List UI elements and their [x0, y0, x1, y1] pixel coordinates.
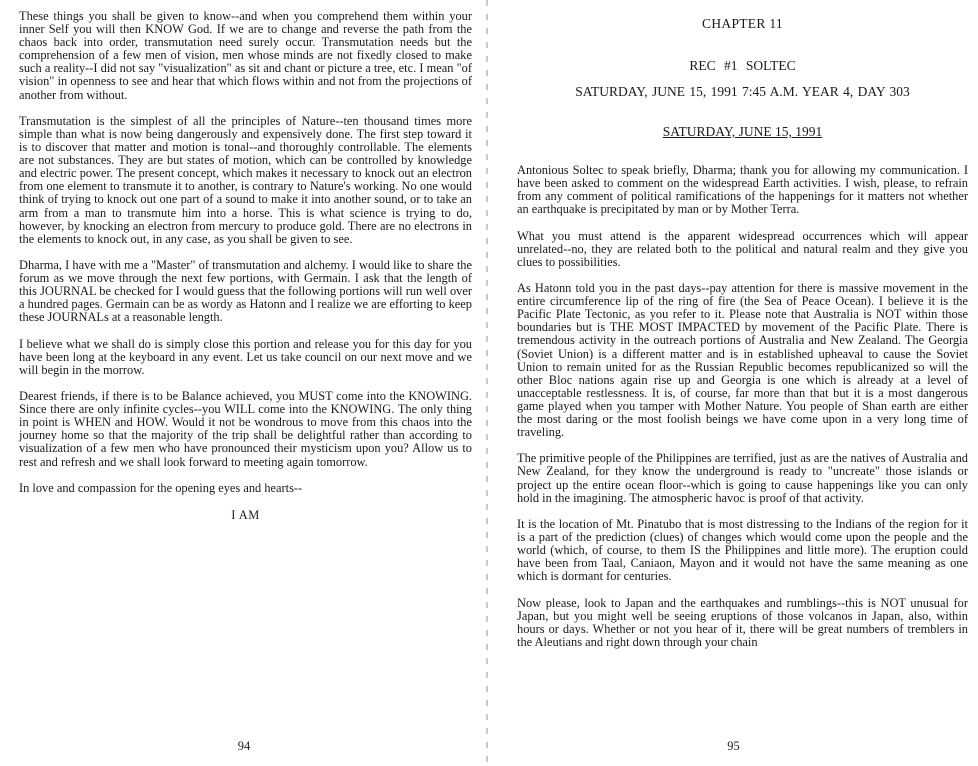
rec-heading: REC #1 SOLTEC	[689, 58, 796, 73]
paragraph-philippines: The primitive people of the Philippines are terrified, just as are the natives of Australia and New Zealand, for they know the underground is ready to "uncreate" those islands or project up the entire ocean floor--which is going to cause happenings like you can only hold in the imagining. The atmospheric havoc is proof of that activity.	[517, 451, 968, 505]
paragraph-dearest-friends: Dearest friends, if there is to be Balance achieved, you MUST come into the KNOWING. Since there are only infinite cycles--you WILL come into the KNOWING. The only thing in point is WHEN and HOW. Would it not be wondrous to move from this chaos into the journey home so that the majority of the trip shall be delightful rather than according to visualization of a few men who have pronounced their mysticism upon you? Allow us to rest and refresh and we shall look forward to meeting again tomorrow.	[19, 389, 472, 469]
paragraph-closing: In love and compassion for the opening eyes and hearts--	[19, 480, 303, 495]
signature: I AM	[231, 508, 260, 523]
paragraph-close-portion: I believe what we shall do is simply close this portion and release you for this day for you have been long at the keyboard in any event. Let us take council on our next move and we will begin in the morrow.	[19, 336, 472, 377]
sub-date-heading: SATURDAY, JUNE 15, 1991	[662, 124, 823, 139]
page-number-right: 95	[727, 739, 740, 753]
chapter-heading: CHAPTER 11	[702, 16, 783, 31]
paragraph-attend: What you must attend is the apparent widespread occurrences which will appear unrelated--no, they are related both to the political and natural realm and they give you clues to possibilities.	[517, 228, 968, 269]
paragraph-transmutation-principle: Transmutation is the simplest of all the principles of Nature--ten thousand times more simple than what is now being dangerously and expensively done. The first step toward it is to discover that matter and motion is tonal--and thoroughly controllable. The elements are not substances. They are but states of motion, which can be controlled by knowledge and electric power. The present concept, which makes it necessary to knock out an electron from one element to transmute it to another, is contrary to Nature's working. No one would think of trying to knock out one part of a sound to make it into another sound, or to take an arm from a man to transmute him into a horse. This is what science is trying to do, however, by knocking an electron from mercury to produce gold. There are no electrons in the elements to knock out, in any case, as you shall be given to see.	[19, 113, 472, 246]
left-page	[0, 0, 488, 766]
paragraph-soltec-intro: Antonious Soltec to speak briefly, Dharma; thank you for allowing my communication. I have been asked to comment on the widespread Earth activities. I wish, please, to refrain from any comment of political ramifications of the happenings for it matters not whether an earthquake is precipitated by man or by Mother Terra.	[517, 163, 968, 217]
page-number-left: 94	[237, 739, 251, 753]
paragraph-japan: Now please, look to Japan and the earthquakes and rumblings--this is NOT unusual for Japan, but you might well be seeing eruptions of those volcanos in Japan, also, within hours or days. Whether or not you hear of it, there will be great numbers of tremblers in the Aleutians and right down through your chain	[517, 595, 968, 649]
paragraph-pinatubo: It is the location of Mt. Pinatubo that is most distressing to the Indians of the region for it is a part of the prediction (clues) of changes which would come upon the people and the world (which, of course, to them IS the Philippines and little more). The eruption could have been from Taal, Caniaon, Mayon and it would not have the same meaning as one which is dormant for centuries.	[517, 516, 968, 584]
page-gutter	[486, 0, 488, 766]
right-page	[489, 0, 978, 766]
paragraph-dharma-germain: Dharma, I have with me a "Master" of transmutation and alchemy. I would like to share the forum as we move through the next few portions, with Germain. I ask that the length of this JOURNAL be checked for I would guess that the following portions will run well over a hundred pages. Germain can be as wordy as Hatonn and I realize we are efforting to keep these JOURNALs at a reasonable length.	[19, 257, 472, 325]
paragraph-transmutation-intro: These things you shall be given to know--and when you comprehend them within your inner Self you will then KNOW God. If we are to change and reverse the path from the chaos back into order, transmutation need surely occur. Transmutation needs but the comprehension of a few men of vision, men whose minds are not fixedly closed to make such a reality--I did not say "visualization" as sit and chant or picture a tree, etc. I mean "of vision" in openness to see and hear that which flows within and not from the projections of another from without.	[19, 9, 472, 102]
paragraph-ring-of-fire: As Hatonn told you in the past days--pay attention for there is massive movement in the entire circumference lip of the ring of fire (the Sea of Peace Ocean). I believe it is the Pacific Plate Tectonic, as you refer to it. Please note that Australia is NOT within those boundaries but is THE MOST IMPACTED by movement of the Pacific Plate. There is tremendous activity in the outreach portions of Australia and New Zealand. The Georgia (Soviet Union) is a different matter and is in established upheaval to cause the Soviet Union to remain united for as the Russian Republic becomes republicanized so will the other Bloc nations again rise up and Georgia is one which is already at a level of unacceptable restlessness. It is, of course, far more than that but it is a most dangerous game played when you tamper with Mother Nature. You people of Shan earth are either the most daring or the most foolish beings we have come upon in a very long time of traveling.	[517, 281, 968, 440]
dateline: SATURDAY, JUNE 15, 1991 7:45 A.M. YEAR 4, DAY 303	[575, 84, 910, 99]
